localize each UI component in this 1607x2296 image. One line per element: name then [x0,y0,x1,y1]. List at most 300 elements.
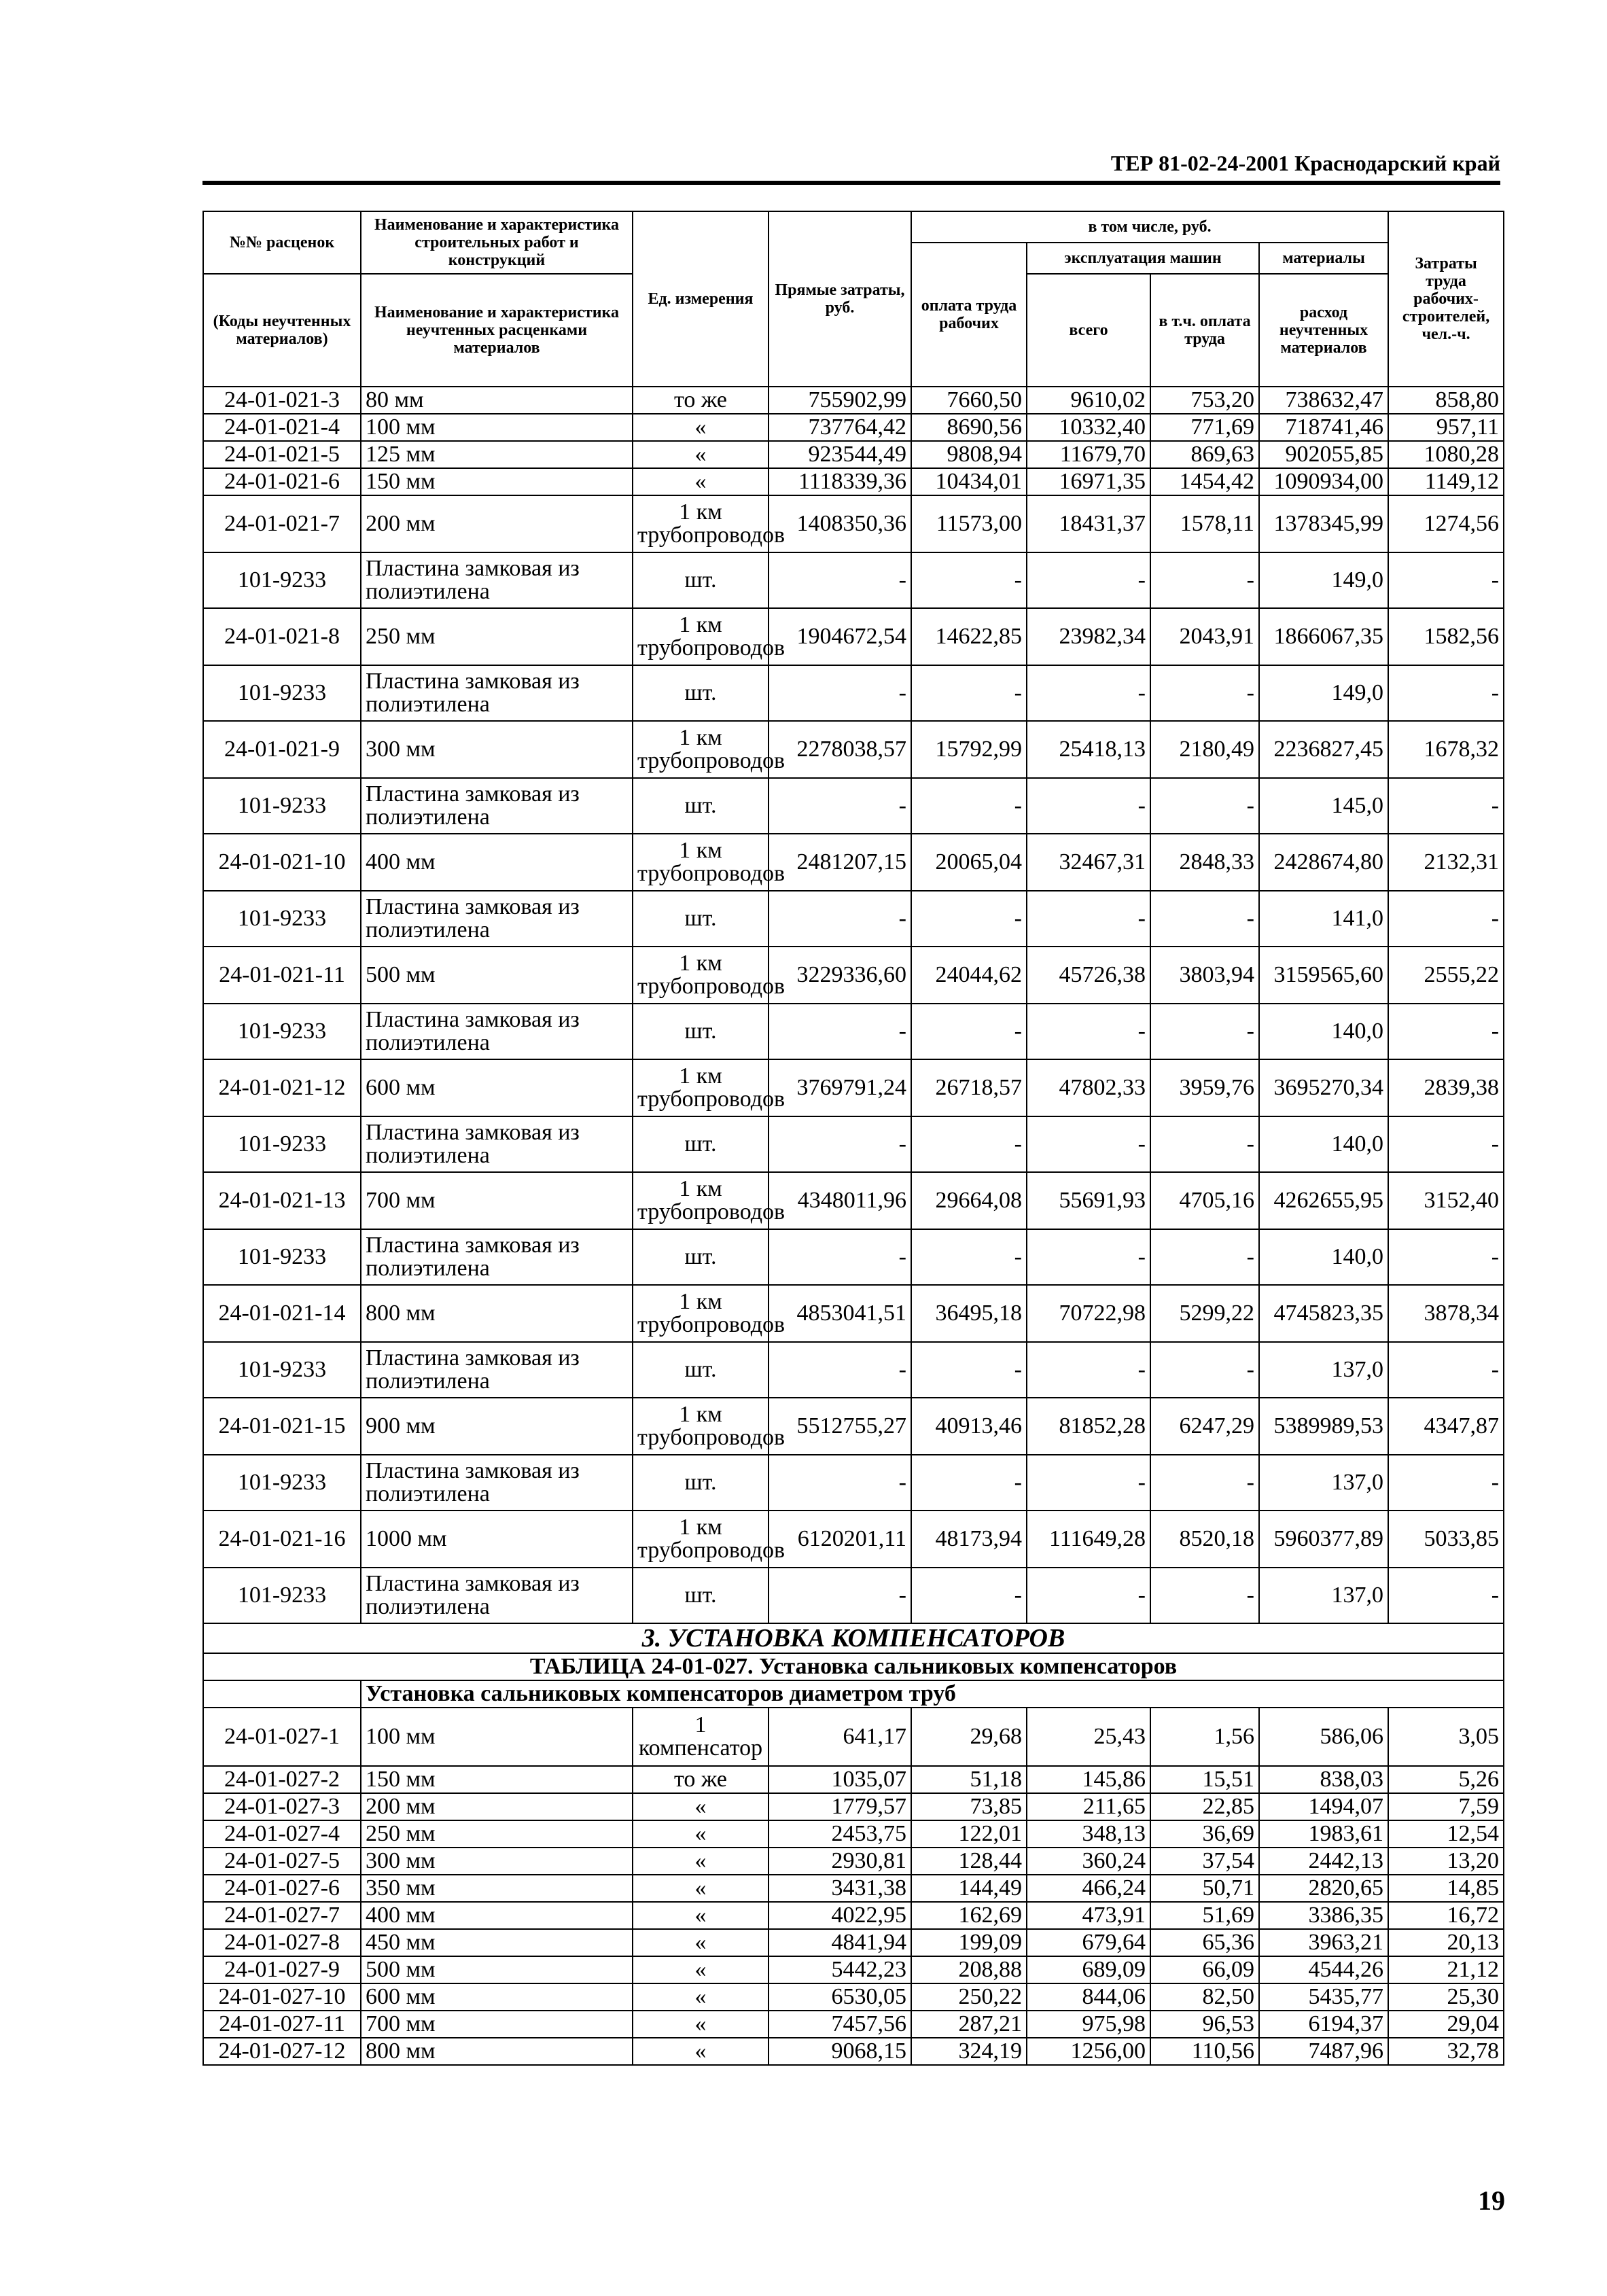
direct-cost-cell: - [769,552,911,608]
table-row [203,1342,1504,1398]
document-title: ТЕР 81-02-24-2001 Краснодарский край [1110,151,1500,175]
direct-cost-cell: 1035,07 [769,1766,911,1793]
table-row [203,1929,1504,1956]
col-materials-header: материалы [1259,243,1388,274]
direct-cost-cell: 755902,99 [769,387,911,414]
machines-total-cell: 466,24 [1027,1875,1150,1902]
labor-cost-cell: - [1388,891,1504,947]
name-cell: Пластина замковая из полиэтилена [361,891,633,947]
machines-total-cell: 844,06 [1027,1983,1150,2011]
labor-pay-cell: - [911,1229,1027,1285]
direct-cost-cell: 2930,81 [769,1848,911,1875]
machines-labor-cell: 3803,94 [1150,947,1259,1004]
materials-cell: 6194,37 [1259,2011,1388,2038]
materials-cell: 718741,46 [1259,414,1388,441]
labor-pay-cell: 36495,18 [911,1285,1027,1342]
unit-cell: « [633,1875,769,1902]
machines-total-cell: - [1027,665,1150,721]
direct-cost-cell: 3769791,24 [769,1059,911,1116]
labor-cost-cell: 21,12 [1388,1956,1504,1983]
direct-cost-cell: - [769,665,911,721]
code-cell: 101-9233 [203,778,361,834]
name-cell: 250 мм [361,1820,633,1848]
unit-cell: « [633,1929,769,1956]
labor-pay-cell: 10434,01 [911,468,1027,495]
direct-cost-cell: - [769,1004,911,1059]
code-cell: 24-01-027-4 [203,1820,361,1848]
machines-labor-cell: 22,85 [1150,1793,1259,1820]
materials-cell: 4544,26 [1259,1956,1388,1983]
machines-labor-cell: - [1150,1229,1259,1285]
table-row [203,1398,1504,1455]
code-cell: 24-01-021-9 [203,721,361,778]
machines-labor-cell: 1454,42 [1150,468,1259,495]
unit-cell: « [633,1793,769,1820]
machines-total-cell: 25418,13 [1027,721,1150,778]
direct-cost-cell: 737764,42 [769,414,911,441]
labor-pay-cell: 8690,56 [911,414,1027,441]
col-direct-header: Прямые затраты, руб. [769,211,911,387]
labor-cost-cell: 1080,28 [1388,441,1504,468]
machines-total-cell: 55691,93 [1027,1172,1150,1229]
labor-cost-cell: 3878,34 [1388,1285,1504,1342]
unit-cell: шт. [633,1229,769,1285]
machines-labor-cell: - [1150,1568,1259,1623]
machines-labor-cell: 2043,91 [1150,608,1259,665]
labor-pay-cell: - [911,1455,1027,1511]
code-cell: 24-01-021-14 [203,1285,361,1342]
table-row [203,552,1504,608]
machines-total-cell: 23982,34 [1027,608,1150,665]
materials-cell: 149,0 [1259,665,1388,721]
labor-pay-cell: - [911,1004,1027,1059]
table-row [203,1116,1504,1172]
materials-cell: 5435,77 [1259,1983,1388,2011]
col-code-header: №№ расценок [203,211,361,274]
unit-cell: 1 км трубопроводов [633,721,769,778]
machines-labor-cell: 771,69 [1150,414,1259,441]
col-labor-pay-header: оплата труда рабочих [911,243,1027,387]
table-title: ТАБЛИЦА 24-01-027. Установка сальниковых компенсаторов [203,1653,1504,1680]
table-row [203,1793,1504,1820]
machines-total-cell: - [1027,778,1150,834]
code-cell: 101-9233 [203,1568,361,1623]
name-cell: 600 мм [361,1059,633,1116]
materials-cell: 838,03 [1259,1766,1388,1793]
unit-cell: 1 км трубопроводов [633,1059,769,1116]
materials-cell: 7487,96 [1259,2038,1388,2065]
machines-total-cell: 473,91 [1027,1902,1150,1929]
labor-cost-cell: - [1388,1116,1504,1172]
table-row [203,2038,1504,2065]
unit-cell: шт. [633,778,769,834]
name-cell: Пластина замковая из полиэтилена [361,1342,633,1398]
unit-cell: « [633,1983,769,2011]
name-cell: 700 мм [361,2011,633,2038]
materials-cell: 1090934,00 [1259,468,1388,495]
machines-total-cell: 45726,38 [1027,947,1150,1004]
machines-labor-cell: 2848,33 [1150,834,1259,891]
unit-cell: 1 км трубопроводов [633,608,769,665]
labor-cost-cell: 16,72 [1388,1902,1504,1929]
materials-cell: 140,0 [1259,1004,1388,1059]
name-cell: Пластина замковая из полиэтилена [361,1229,633,1285]
unit-cell: шт. [633,552,769,608]
materials-cell: 149,0 [1259,552,1388,608]
machines-labor-cell: - [1150,1342,1259,1398]
materials-cell: 137,0 [1259,1568,1388,1623]
labor-pay-cell: 122,01 [911,1820,1027,1848]
unit-cell: шт. [633,1568,769,1623]
subtitle-spacer [203,1680,361,1708]
materials-cell: 4745823,35 [1259,1285,1388,1342]
name-cell: 300 мм [361,721,633,778]
direct-cost-cell: 4853041,51 [769,1285,911,1342]
machines-total-cell: 360,24 [1027,1848,1150,1875]
name-cell: 200 мм [361,495,633,552]
unit-cell: шт. [633,1342,769,1398]
labor-cost-cell: - [1388,1342,1504,1398]
labor-cost-cell: 29,04 [1388,2011,1504,2038]
machines-labor-cell: 37,54 [1150,1848,1259,1875]
labor-pay-cell: 162,69 [911,1902,1027,1929]
machines-labor-cell: 36,69 [1150,1820,1259,1848]
code-cell: 24-01-021-16 [203,1511,361,1568]
page-header [202,151,1500,178]
name-cell: 900 мм [361,1398,633,1455]
code-cell: 24-01-021-11 [203,947,361,1004]
labor-pay-cell: 9808,94 [911,441,1027,468]
machines-total-cell: - [1027,891,1150,947]
table-header [203,211,1504,387]
materials-cell: 1866067,35 [1259,608,1388,665]
direct-cost-cell: 2481207,15 [769,834,911,891]
machines-total-cell: - [1027,1004,1150,1059]
direct-cost-cell: 4841,94 [769,1929,911,1956]
table-row [203,1956,1504,1983]
table-row [203,947,1504,1004]
table-row [203,1848,1504,1875]
machines-labor-cell: 1578,11 [1150,495,1259,552]
machines-labor-cell: - [1150,665,1259,721]
table-row [203,468,1504,495]
code-cell: 101-9233 [203,1229,361,1285]
code-cell: 24-01-027-7 [203,1902,361,1929]
machines-total-cell: - [1027,1229,1150,1285]
code-cell: 24-01-027-8 [203,1929,361,1956]
direct-cost-cell: 2453,75 [769,1820,911,1848]
labor-cost-cell: - [1388,1229,1504,1285]
direct-cost-cell: - [769,1455,911,1511]
table-row [203,1004,1504,1059]
unit-cell: шт. [633,1455,769,1511]
table-row [203,778,1504,834]
labor-pay-cell: 7660,50 [911,387,1027,414]
name-cell: 800 мм [361,1285,633,1342]
machines-labor-cell: - [1150,891,1259,947]
unit-cell: 1 компенсатор [633,1708,769,1766]
table-row [203,1229,1504,1285]
materials-cell: 5960377,89 [1259,1511,1388,1568]
name-cell: 1000 мм [361,1511,633,1568]
col-code-sub-header: (Коды неучтенных материалов) [203,274,361,387]
direct-cost-cell: 1904672,54 [769,608,911,665]
labor-cost-cell: 4347,87 [1388,1398,1504,1455]
code-cell: 24-01-027-12 [203,2038,361,2065]
materials-cell: 3963,21 [1259,1929,1388,1956]
machines-labor-cell: - [1150,1004,1259,1059]
code-cell: 101-9233 [203,665,361,721]
machines-total-cell: 145,86 [1027,1766,1150,1793]
code-cell: 24-01-021-3 [203,387,361,414]
materials-cell: 2236827,45 [1259,721,1388,778]
materials-cell: 1983,61 [1259,1820,1388,1848]
labor-pay-cell: 128,44 [911,1848,1027,1875]
machines-total-cell: 679,64 [1027,1929,1150,1956]
materials-cell: 137,0 [1259,1455,1388,1511]
name-cell: Пластина замковая из полиэтилена [361,552,633,608]
labor-cost-cell: 5033,85 [1388,1511,1504,1568]
direct-cost-cell: 641,17 [769,1708,911,1766]
unit-cell: « [633,441,769,468]
machines-total-cell: - [1027,1116,1150,1172]
materials-cell: 5389989,53 [1259,1398,1388,1455]
code-cell: 24-01-021-13 [203,1172,361,1229]
unit-cell: « [633,1902,769,1929]
code-cell: 24-01-021-5 [203,441,361,468]
unit-cell: шт. [633,1004,769,1059]
code-cell: 24-01-021-4 [203,414,361,441]
direct-cost-cell: 9068,15 [769,2038,911,2065]
labor-cost-cell: 2555,22 [1388,947,1504,1004]
name-cell: 600 мм [361,1983,633,2011]
materials-cell: 145,0 [1259,778,1388,834]
code-cell: 101-9233 [203,1455,361,1511]
name-cell: 300 мм [361,1848,633,1875]
page-number: 19 [1478,2185,1505,2216]
unit-cell: 1 км трубопроводов [633,1285,769,1342]
machines-total-cell: 25,43 [1027,1708,1150,1766]
labor-cost-cell: 12,54 [1388,1820,1504,1848]
direct-cost-cell: - [769,891,911,947]
machines-total-cell: 111649,28 [1027,1511,1150,1568]
machines-total-cell: 11679,70 [1027,441,1150,468]
labor-pay-cell: - [911,552,1027,608]
machines-labor-cell: 6247,29 [1150,1398,1259,1455]
table-row [203,1172,1504,1229]
unit-cell: 1 км трубопроводов [633,834,769,891]
labor-cost-cell: - [1388,665,1504,721]
labor-cost-cell: 2132,31 [1388,834,1504,891]
labor-pay-cell: - [911,778,1027,834]
code-cell: 24-01-021-8 [203,608,361,665]
table-row [203,834,1504,891]
materials-cell: 738632,47 [1259,387,1388,414]
table-row [203,495,1504,552]
machines-labor-cell: - [1150,552,1259,608]
labor-pay-cell: - [911,1568,1027,1623]
labor-cost-cell: 2839,38 [1388,1059,1504,1116]
name-cell: 500 мм [361,947,633,1004]
labor-pay-cell: 51,18 [911,1766,1027,1793]
name-cell: 250 мм [361,608,633,665]
materials-cell: 2442,13 [1259,1848,1388,1875]
labor-cost-cell: 3,05 [1388,1708,1504,1766]
labor-pay-cell: - [911,1342,1027,1398]
labor-pay-cell: 14622,85 [911,608,1027,665]
code-cell: 24-01-027-1 [203,1708,361,1766]
table-row [203,1875,1504,1902]
materials-cell: 141,0 [1259,891,1388,947]
labor-cost-cell: 5,26 [1388,1766,1504,1793]
col-labor-cost-header: Затраты труда рабочих-строителей, чел.-ч. [1388,211,1504,387]
machines-total-cell: 9610,02 [1027,387,1150,414]
table-row [203,665,1504,721]
code-cell: 24-01-027-2 [203,1766,361,1793]
table-row [203,1455,1504,1511]
machines-total-cell: - [1027,552,1150,608]
labor-cost-cell: 32,78 [1388,2038,1504,2065]
table-row [203,1983,1504,2011]
code-cell: 101-9233 [203,891,361,947]
table-row [203,1285,1504,1342]
machines-labor-cell: 5299,22 [1150,1285,1259,1342]
machines-labor-cell: 51,69 [1150,1902,1259,1929]
machines-labor-cell: 50,71 [1150,1875,1259,1902]
unit-cell: то же [633,387,769,414]
header-rule [202,181,1500,185]
direct-cost-cell: - [769,1342,911,1398]
machines-labor-cell: - [1150,1116,1259,1172]
code-cell: 101-9233 [203,1342,361,1398]
materials-cell: 2820,65 [1259,1875,1388,1902]
name-cell: 400 мм [361,1902,633,1929]
machines-total-cell: 32467,31 [1027,834,1150,891]
unit-cell: 1 км трубопроводов [633,495,769,552]
direct-cost-cell: - [769,1229,911,1285]
labor-pay-cell: - [911,891,1027,947]
unit-cell: шт. [633,665,769,721]
unit-cell: шт. [633,1116,769,1172]
rates-table [202,211,1504,2066]
unit-cell: 1 км трубопроводов [633,1511,769,1568]
machines-total-cell: 348,13 [1027,1820,1150,1848]
code-cell: 24-01-021-15 [203,1398,361,1455]
direct-cost-cell: - [769,778,911,834]
labor-pay-cell: 29,68 [911,1708,1027,1766]
table-row [203,891,1504,947]
name-cell: Пластина замковая из полиэтилена [361,778,633,834]
labor-pay-cell: 20065,04 [911,834,1027,891]
unit-cell: « [633,1848,769,1875]
materials-cell: 1378345,99 [1259,495,1388,552]
direct-cost-cell: 1118339,36 [769,468,911,495]
machines-labor-cell: 96,53 [1150,2011,1259,2038]
machines-total-cell: 211,65 [1027,1793,1150,1820]
code-cell: 24-01-021-12 [203,1059,361,1116]
direct-cost-cell: 4022,95 [769,1902,911,1929]
code-cell: 101-9233 [203,1116,361,1172]
name-cell: Пластина замковая из полиэтилена [361,1455,633,1511]
labor-cost-cell: 1678,32 [1388,721,1504,778]
labor-cost-cell: 13,20 [1388,1848,1504,1875]
labor-pay-cell: 40913,46 [911,1398,1027,1455]
table-row [203,1902,1504,1929]
code-cell: 24-01-021-6 [203,468,361,495]
unit-cell: то же [633,1766,769,1793]
name-cell: 500 мм [361,1956,633,1983]
machines-labor-cell: 1,56 [1150,1708,1259,1766]
labor-pay-cell: 144,49 [911,1875,1027,1902]
direct-cost-cell: 6120201,11 [769,1511,911,1568]
unit-cell: 1 км трубопроводов [633,1398,769,1455]
labor-pay-cell: 26718,57 [911,1059,1027,1116]
machines-labor-cell: 753,20 [1150,387,1259,414]
machines-labor-cell: 15,51 [1150,1766,1259,1793]
unit-cell: 1 км трубопроводов [633,947,769,1004]
materials-cell: 3386,35 [1259,1902,1388,1929]
table-row [203,1059,1504,1116]
direct-cost-cell: 5512755,27 [769,1398,911,1455]
machines-total-cell: 1256,00 [1027,2038,1150,2065]
machines-labor-cell: 8520,18 [1150,1511,1259,1568]
machines-labor-cell: 3959,76 [1150,1059,1259,1116]
col-unit-header: Ед. измерения [633,211,769,387]
direct-cost-cell: 923544,49 [769,441,911,468]
labor-cost-cell: 25,30 [1388,1983,1504,2011]
table-row [203,608,1504,665]
table-row [203,1766,1504,1793]
name-cell: Пластина замковая из полиэтилена [361,1004,633,1059]
direct-cost-cell: 1408350,36 [769,495,911,552]
table-subtitle: Установка сальниковых компенсаторов диаметром труб [361,1680,1504,1708]
table-row [203,721,1504,778]
labor-cost-cell: - [1388,552,1504,608]
materials-cell: 1494,07 [1259,1793,1388,1820]
name-cell: 100 мм [361,414,633,441]
labor-cost-cell: - [1388,778,1504,834]
code-cell: 24-01-027-9 [203,1956,361,1983]
direct-cost-cell: 1779,57 [769,1793,911,1820]
labor-pay-cell: 208,88 [911,1956,1027,1983]
table-row [203,387,1504,414]
name-cell: 100 мм [361,1708,633,1766]
direct-cost-cell: 2278038,57 [769,721,911,778]
col-name-header: Наименование и характеристика строительных работ и конструкций [361,211,633,274]
direct-cost-cell: 4348011,96 [769,1172,911,1229]
machines-total-cell: 689,09 [1027,1956,1150,1983]
labor-cost-cell: 1149,12 [1388,468,1504,495]
machines-labor-cell: 65,36 [1150,1929,1259,1956]
name-cell: 150 мм [361,468,633,495]
labor-cost-cell: - [1388,1455,1504,1511]
direct-cost-cell: 6530,05 [769,1983,911,2011]
materials-cell: 902055,85 [1259,441,1388,468]
table-row [203,414,1504,441]
materials-cell: 140,0 [1259,1116,1388,1172]
unit-cell: « [633,414,769,441]
rates-table-container [202,211,1503,2066]
direct-cost-cell: - [769,1568,911,1623]
materials-cell: 586,06 [1259,1708,1388,1766]
labor-pay-cell: 24044,62 [911,947,1027,1004]
machines-labor-cell: 4705,16 [1150,1172,1259,1229]
labor-pay-cell: 287,21 [911,2011,1027,2038]
labor-pay-cell: 48173,94 [911,1511,1027,1568]
name-cell: Пластина замковая из полиэтилена [361,1116,633,1172]
labor-cost-cell: 957,11 [1388,414,1504,441]
code-cell: 24-01-027-10 [203,1983,361,2011]
